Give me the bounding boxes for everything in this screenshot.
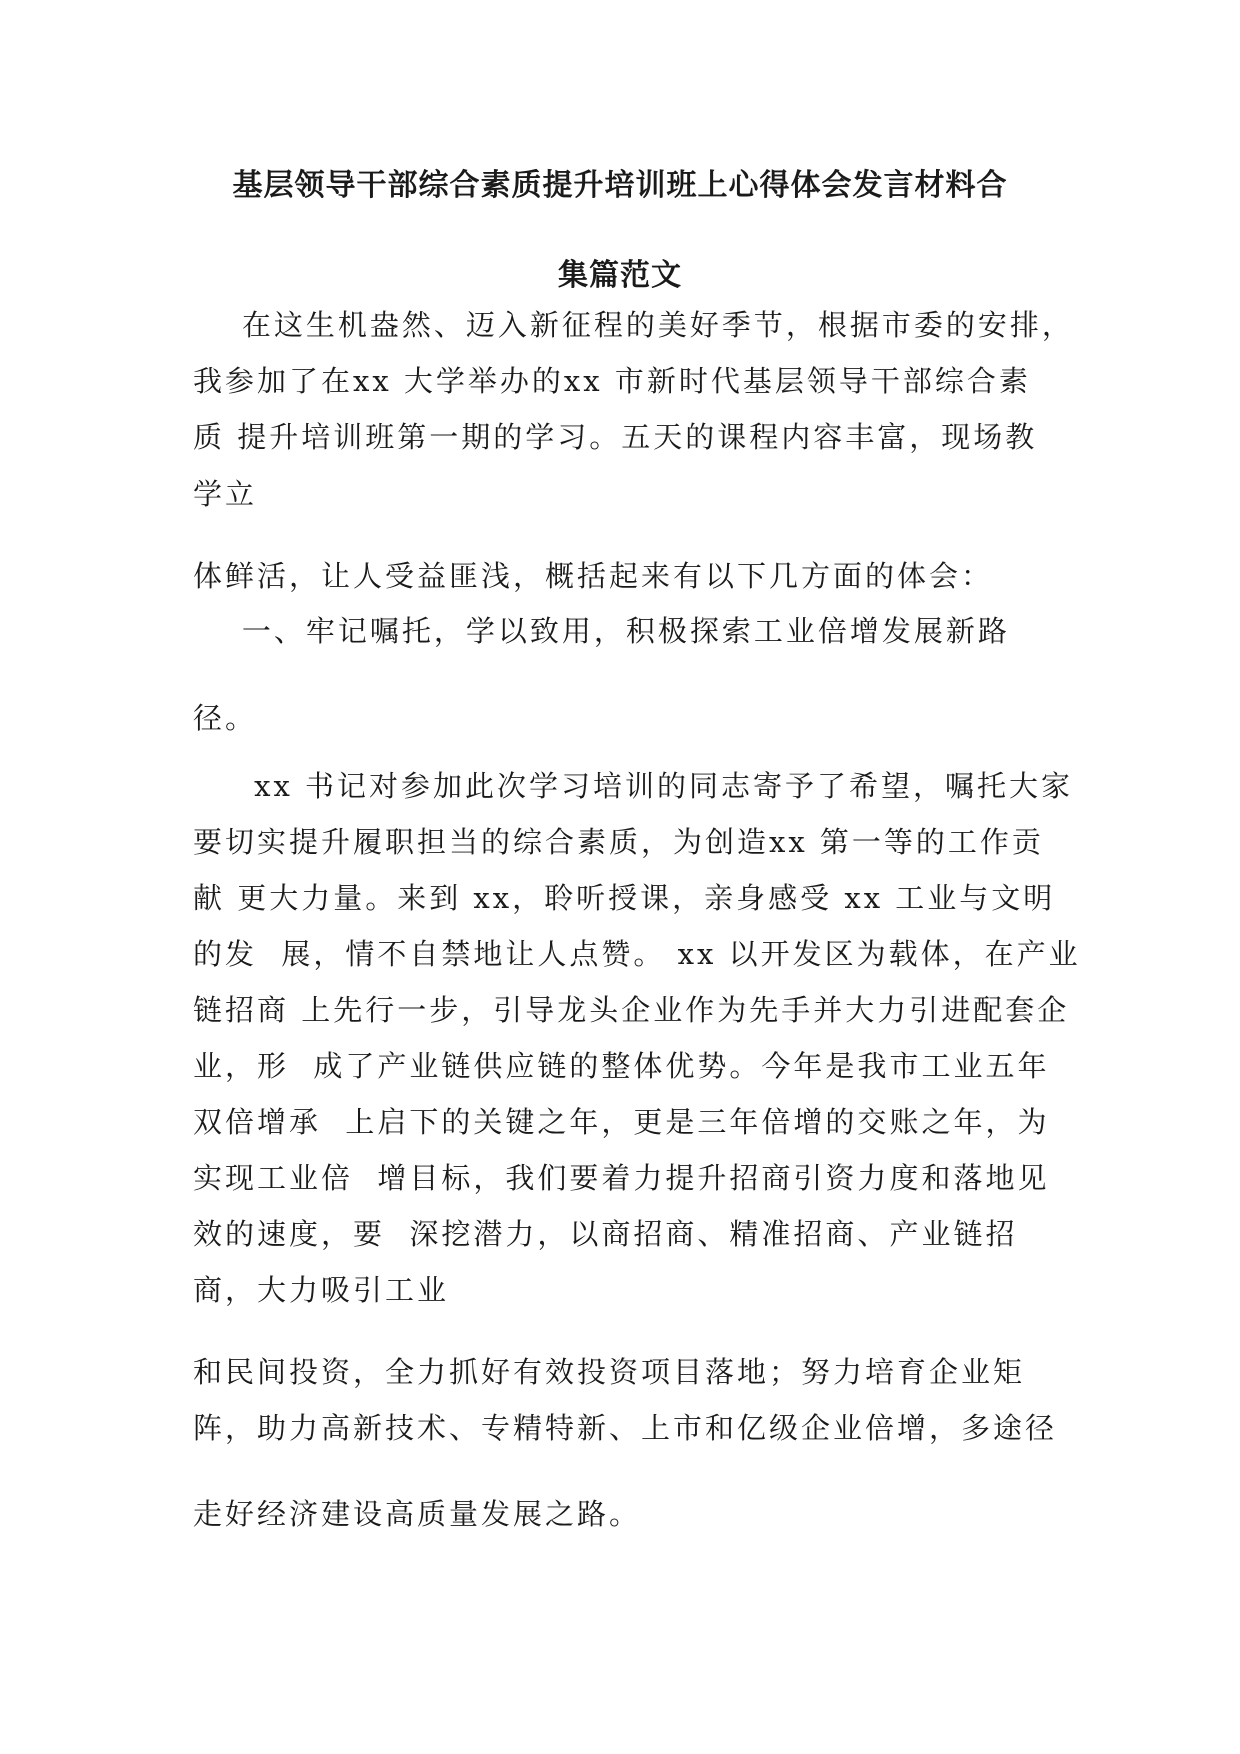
body-line: 质 提升培训班第一期的学习。五天的课程内容丰富，现场教: [193, 420, 1038, 454]
body-line: 商，大力吸引工业: [193, 1273, 450, 1307]
body-line: 阵，助力高新技术、专精特新、上市和亿级企业倍增，多途径: [193, 1411, 1058, 1445]
document-title-line-2: 集篇范文: [558, 258, 682, 293]
body-line: 径。: [193, 701, 258, 735]
body-line: 效的速度，要 深挖潜力，以商招商、精准招商、产业链招: [193, 1217, 1018, 1251]
body-line: 我参加了在xx 大学举办的xx 市新时代基层领导干部综合素: [193, 364, 1031, 398]
body-line: 链招商 上先行一步，引导龙头企业作为先手并大力引进配套企: [193, 993, 1070, 1027]
section-heading: 一、牢记嘱托，学以致用，积极探索工业倍增发展新路: [193, 614, 1010, 648]
body-line: 要切实提升履职担当的综合素质，为创造xx 第一等的工作贡: [193, 825, 1044, 859]
body-line: 实现工业倍 增目标，我们要着力提升招商引资力度和落地见: [193, 1161, 1050, 1195]
body-line: 学立: [193, 477, 258, 511]
body-line: 和民间投资，全力抓好有效投资项目落地；努力培育企业矩: [193, 1355, 1026, 1389]
body-line: xx 书记对参加此次学习培训的同志寄予了希望，嘱托大家: [193, 769, 1074, 803]
body-line: 双倍增承 上启下的关键之年，更是三年倍增的交账之年，为: [193, 1105, 1050, 1139]
body-line: 在这生机盎然、迈入新征程的美好季节，根据市委的安排，: [193, 308, 1074, 342]
body-line: 业，形 成了产业链供应链的整体优势。今年是我市工业五年: [193, 1049, 1050, 1083]
body-line: 走好经济建设高质量发展之路。: [193, 1497, 642, 1531]
body-line: 体鲜活，让人受益匪浅，概括起来有以下几方面的体会：: [193, 559, 994, 593]
document-title-line-1: 基层领导干部综合素质提升培训班上心得体会发言材料合: [232, 168, 1008, 203]
body-line: 献 更大力量。来到 xx，聆听授课，亲身感受 xx 工业与文明: [193, 881, 1056, 915]
body-line: 的发 展，情不自禁地让人点赞。 xx 以开发区为载体，在产业: [193, 937, 1081, 971]
